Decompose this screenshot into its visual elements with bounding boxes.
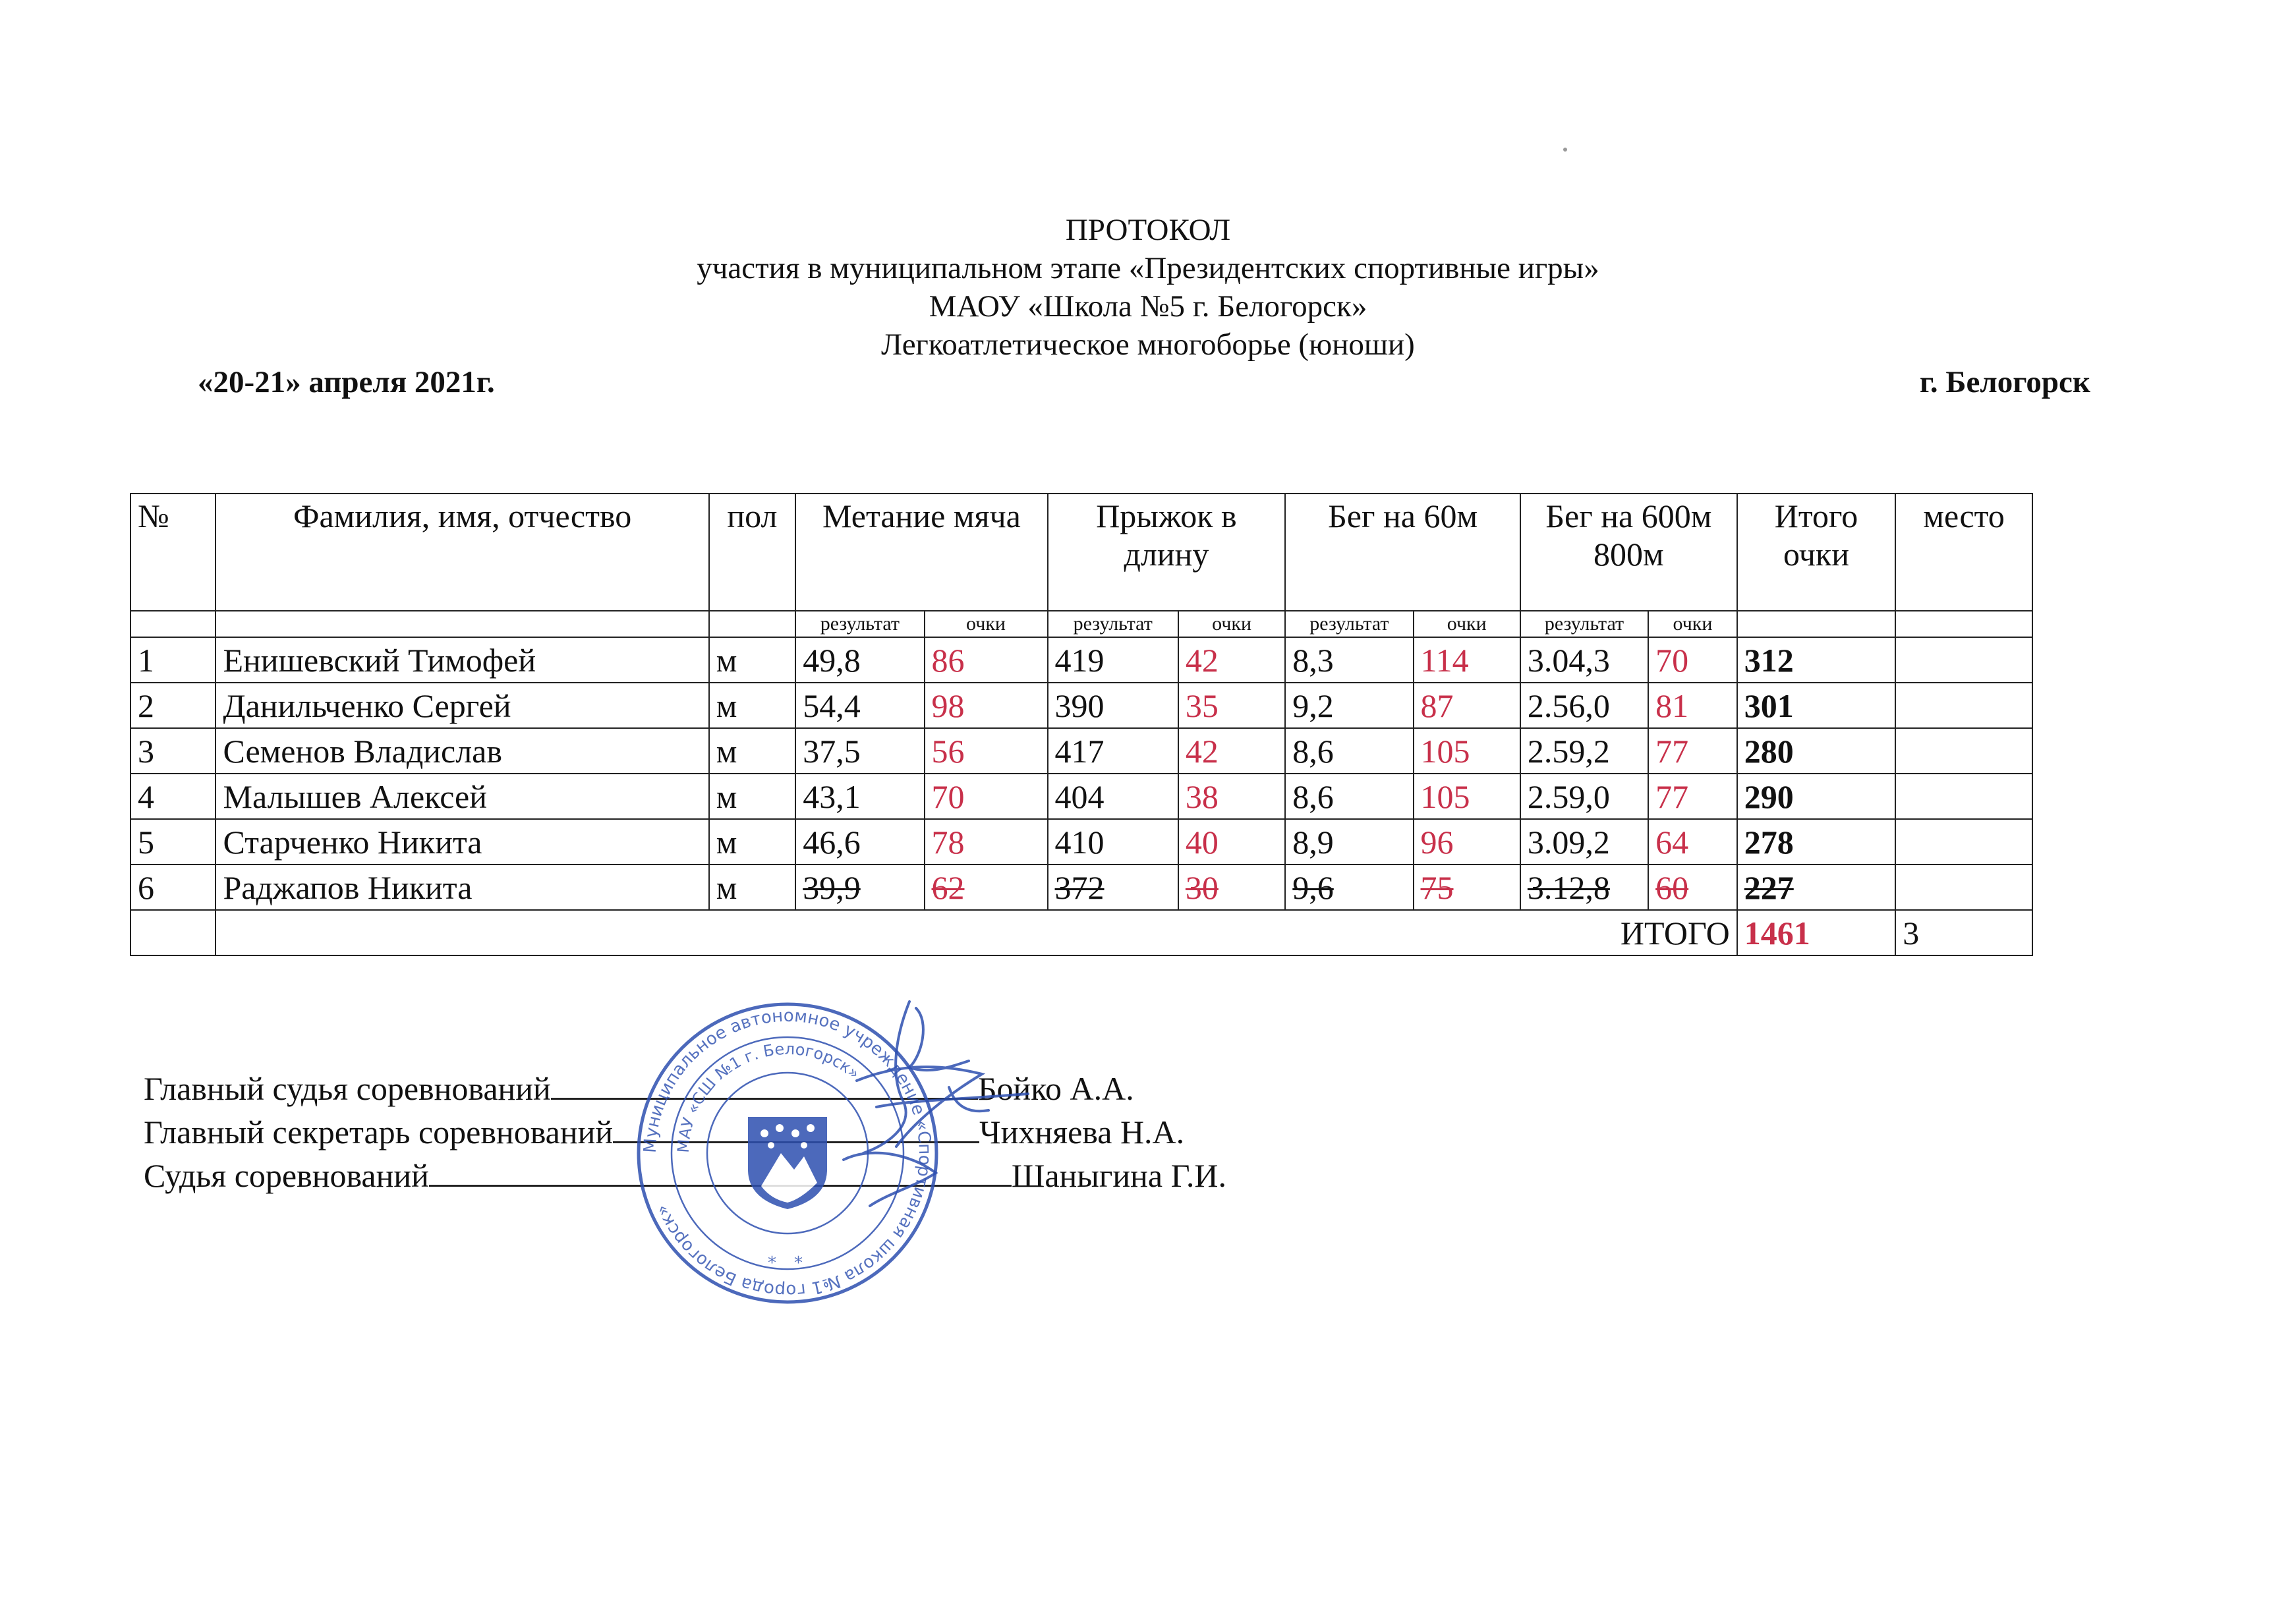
table-row: [130, 728, 2032, 774]
throw-points: 56: [925, 728, 1048, 774]
document-title: ПРОТОКОЛ: [1065, 213, 1231, 247]
throw-points: 98: [925, 683, 1048, 728]
athlete-sex: м: [709, 774, 796, 819]
run60-result: 8,9: [1285, 819, 1413, 865]
jump-result: 417: [1048, 728, 1178, 774]
jump-result: 410: [1048, 819, 1178, 865]
total-points: 227: [1737, 865, 1895, 910]
table-row: [130, 683, 2032, 728]
run60-points: 105: [1414, 774, 1520, 819]
jump-points: 42: [1178, 637, 1285, 683]
place: [1895, 774, 2032, 819]
throw-result: 37,5: [795, 728, 924, 774]
chief-secretary-name: Чихняева Н.А.: [979, 1114, 1185, 1150]
run60-points: 75: [1414, 865, 1520, 910]
run60-points: 87: [1414, 683, 1520, 728]
run600-points: 60: [1648, 865, 1737, 910]
subheader-result: результат: [1048, 611, 1178, 637]
event-name: Легкоатлетическое многоборье (юноши): [881, 327, 1415, 362]
jump-result: 372: [1048, 865, 1178, 910]
col-run600-header: Бег на 600м 800м: [1520, 494, 1737, 611]
throw-points: 70: [925, 774, 1048, 819]
athlete-sex: м: [709, 683, 796, 728]
svg-text:*: *: [794, 1253, 803, 1273]
subheader-points: очки: [1648, 611, 1737, 637]
run60-result: 8,3: [1285, 637, 1413, 683]
row-num: 5: [130, 819, 215, 865]
header-row: [130, 494, 2032, 611]
handwritten-signature: [817, 995, 1041, 1212]
total-points: 301: [1737, 683, 1895, 728]
run600-result: 3.09,2: [1520, 819, 1648, 865]
place: [1895, 683, 2032, 728]
table-row: [130, 774, 2032, 819]
document-subtitle: участия в муниципальном этапе «Президентских спортивные игры»: [697, 251, 1599, 285]
athlete-name: Енишевский Тимофей: [215, 637, 708, 683]
run600-result: 2.56,0: [1520, 683, 1648, 728]
row-num: 1: [130, 637, 215, 683]
jump-result: 404: [1048, 774, 1178, 819]
throw-result: 54,4: [795, 683, 924, 728]
chief-secretary-label: Главный секретарь соревнований: [144, 1114, 614, 1150]
scan-speck: [1563, 148, 1567, 152]
col-run60-header: Бег на 60м: [1285, 494, 1520, 611]
total-points: 290: [1737, 774, 1895, 819]
total-points: 312: [1737, 637, 1895, 683]
stamp-outer-text: Муниципальное автономное учреждение «Спортивная школа №1 города Белогорск»: [640, 1006, 935, 1301]
run600-points: 70: [1648, 637, 1737, 683]
team-place: 3: [1895, 910, 2032, 955]
col-name-header: Фамилия, имя, отчество: [215, 494, 708, 611]
run600-result: 2.59,2: [1520, 728, 1648, 774]
athlete-sex: м: [709, 728, 796, 774]
run600-points: 77: [1648, 728, 1737, 774]
throw-points: 62: [925, 865, 1048, 910]
throw-result: 43,1: [795, 774, 924, 819]
row-num: 6: [130, 865, 215, 910]
athlete-sex: м: [709, 637, 796, 683]
stamp-inner-text: МАУ «СШ №1 г. Белогорск»: [674, 1039, 863, 1154]
place: [1895, 865, 2032, 910]
throw-points: 78: [925, 819, 1048, 865]
run600-points: 81: [1648, 683, 1737, 728]
run60-result: 8,6: [1285, 774, 1413, 819]
jump-result: 390: [1048, 683, 1178, 728]
athlete-sex: м: [709, 865, 796, 910]
judge-label: Судья соревнований: [144, 1157, 429, 1194]
event-date: «20-21» апреля 2021г.: [198, 365, 495, 399]
subheader-row: [130, 611, 2032, 637]
jump-points: 38: [1178, 774, 1285, 819]
run60-result: 9,2: [1285, 683, 1413, 728]
results-table: [130, 493, 2033, 956]
place: [1895, 728, 2032, 774]
subheader-empty: [130, 611, 215, 637]
run60-points: 96: [1414, 819, 1520, 865]
subheader-result: результат: [1520, 611, 1648, 637]
athlete-name: Старченко Никита: [215, 819, 708, 865]
run600-points: 64: [1648, 819, 1737, 865]
run600-result: 2.59,0: [1520, 774, 1648, 819]
totals-label: ИТОГО: [215, 910, 1736, 955]
totals-empty: [130, 910, 215, 955]
col-total-header: Итого очки: [1737, 494, 1895, 611]
jump-points: 42: [1178, 728, 1285, 774]
run60-result: 9,6: [1285, 865, 1413, 910]
total-points: 278: [1737, 819, 1895, 865]
subheader-empty: [709, 611, 796, 637]
col-place-header: место: [1895, 494, 2032, 611]
col-jump-header: Прыжок в длину: [1048, 494, 1286, 611]
row-num: 2: [130, 683, 215, 728]
subheader-empty: [1895, 611, 2032, 637]
table-row: [130, 819, 2032, 865]
run600-result: 3.04,3: [1520, 637, 1648, 683]
place: [1895, 637, 2032, 683]
col-num-header: №: [130, 494, 215, 611]
throw-points: 86: [925, 637, 1048, 683]
row-num: 4: [130, 774, 215, 819]
subheader-empty: [1737, 611, 1895, 637]
run60-points: 114: [1414, 637, 1520, 683]
jump-points: 30: [1178, 865, 1285, 910]
subheader-result: результат: [795, 611, 924, 637]
subheader-empty: [215, 611, 708, 637]
total-points: 280: [1737, 728, 1895, 774]
athlete-name: Раджапов Никита: [215, 865, 708, 910]
throw-result: 49,8: [795, 637, 924, 683]
jump-points: 40: [1178, 819, 1285, 865]
run600-points: 77: [1648, 774, 1737, 819]
subheader-points: очки: [925, 611, 1048, 637]
table-row-struck: [130, 865, 2032, 910]
run600-result: 3.12,8: [1520, 865, 1648, 910]
run60-points: 105: [1414, 728, 1520, 774]
chief-judge-label: Главный судья соревнований: [144, 1070, 551, 1107]
athlete-sex: м: [709, 819, 796, 865]
place: [1895, 819, 2032, 865]
athlete-name: Данильченко Сергей: [215, 683, 708, 728]
row-num: 3: [130, 728, 215, 774]
stamp-emblem: [748, 1117, 827, 1209]
totals-row: [130, 910, 2032, 955]
jump-result: 419: [1048, 637, 1178, 683]
subheader-result: результат: [1285, 611, 1413, 637]
event-city: г. Белогорск: [1919, 365, 2090, 399]
chief-judge-name: Бойко А.А.: [977, 1070, 1134, 1107]
athlete-name: Малышев Алексей: [215, 774, 708, 819]
svg-text:*: *: [768, 1253, 776, 1273]
col-throw-header: Метание мяча: [795, 494, 1047, 611]
jump-points: 35: [1178, 683, 1285, 728]
subheader-points: очки: [1414, 611, 1520, 637]
run60-result: 8,6: [1285, 728, 1413, 774]
throw-result: 46,6: [795, 819, 924, 865]
judge-name: Шаныгина Г.И.: [1011, 1157, 1226, 1194]
table-row: [130, 637, 2032, 683]
athlete-name: Семенов Владислав: [215, 728, 708, 774]
organizer: МАОУ «Школа №5 г. Белогорск»: [929, 289, 1367, 324]
team-total-points: 1461: [1737, 910, 1895, 955]
subheader-points: очки: [1178, 611, 1285, 637]
throw-result: 39,9: [795, 865, 924, 910]
col-sex-header: пол: [709, 494, 796, 611]
